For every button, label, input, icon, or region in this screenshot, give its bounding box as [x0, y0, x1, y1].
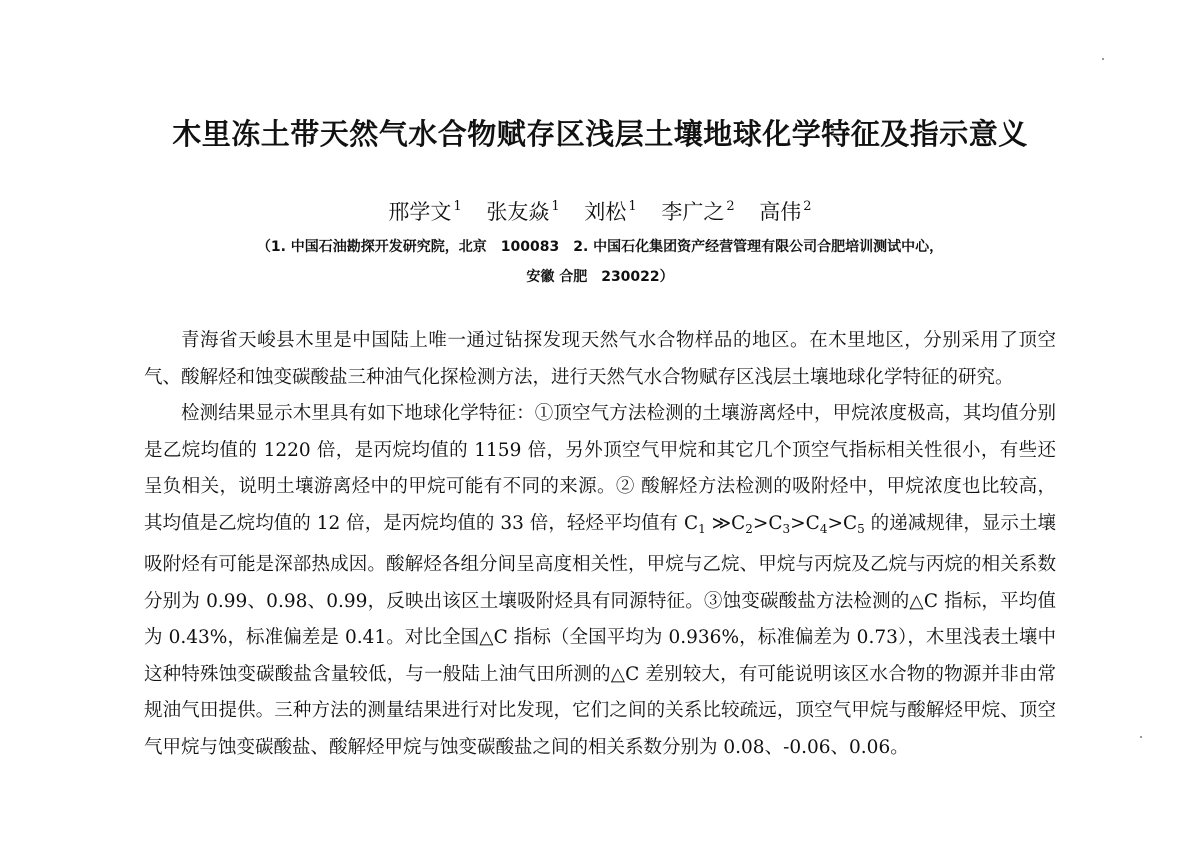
author: 李广之 $^2$ — [661, 199, 735, 224]
paper-title: 木里冻土带天然气水合物赋存区浅层土壤地球化学特征及指示意义 — [172, 117, 1028, 151]
author: 刘松 $^1$ — [584, 199, 637, 224]
scan-speck — [1102, 58, 1104, 60]
affiliation-line-2: 安徽 合肥 230022） — [526, 269, 674, 285]
author: 邢学文 $^1$ — [388, 199, 462, 224]
affiliation-line-1: （1. 中国石油勘探开发研究院，北京 100083 2. 中国石化集团资产经营管理有限公司合肥培训测试中心， — [256, 239, 944, 255]
author-list — [0, 196, 1200, 226]
author: 高伟 $^2$ — [759, 199, 812, 224]
author: 张友焱 $^1$ — [486, 199, 560, 224]
abstract-paragraph-1: 青海省天峻县木里是中国陆上唯一通过钻探发现天然气水合物样品的地区。在木里地区，分别采用了顶空气、酸解烃和蚀变碳酸盐三种油气化探检测方法，进行天然气水合物赋存区浅层土壤地球化学特征的研究。 — [144, 330, 1056, 388]
scan-speck — [1140, 736, 1142, 738]
abstract-body — [144, 323, 1056, 766]
abstract-paragraph-2: 检测结果显示木里具有如下地球化学特征：①顶空气方法检测的土壤游离烃中，甲烷浓度极高，其均值分别是乙烷均值的 1220 倍，是丙烷均值的 1159 倍，另外顶空气甲烷和其它几个顶空气指标相关性很小，有些还呈负相关，说明土壤游离烃中的甲烷可能有不同的来源。② 酸解烃方法检测的吸附烃中，甲烷浓度也比较高，其均值是乙烷均值的 12 倍，是丙烷均值的 33 倍，轻烃平均值有 $C_1$ $≫C_2>C_3>C_4>C_5$ 的递减规律，显示土壤吸附烃有可能是深部热成因。酸解烃各组分间呈高度相关性，甲烷与乙烷、甲烷与丙烷及乙烷与丙烷的相关系数分别为 0.99、0.98、0.99，反映出该区土壤吸附烃具有同源特征。③蚀变碳酸盐方法检测的△C 指标，平均值为 0.43%，标准偏差是 0.41。对比全国△C 指标（全国平均为 0.936%，标准偏差为 0.73），木里浅表土壤中这种特殊蚀变碳酸盐含量较低，与一般陆上油气田所测的△C 差别较大，有可能说明该区水合物的物源并非由常规油气田提供。三种方法的测量结果进行对比发现，它们之间的关系比较疏远，顶空气甲烷与酸解烃甲烷、顶空气甲烷与蚀变碳酸盐、酸解烃甲烷与蚀变碳酸盐之间的相关系数分别为 0.08、-0.06、0.06。 — [144, 403, 1056, 758]
